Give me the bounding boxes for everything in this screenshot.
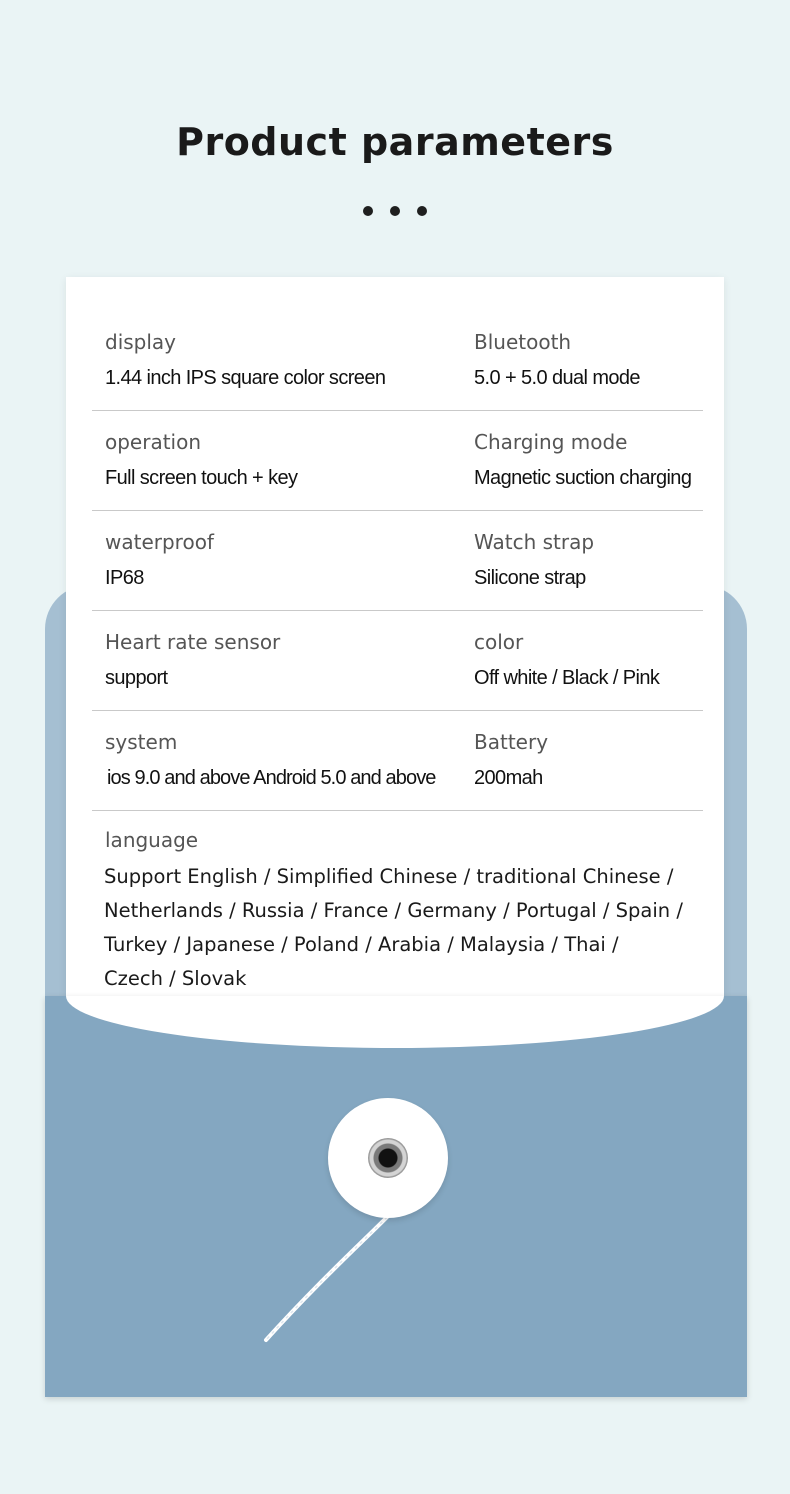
param-label: color xyxy=(474,630,524,654)
param-label: Charging mode xyxy=(474,430,628,454)
param-label: Battery xyxy=(474,730,549,754)
param-value: 5.0 + 5.0 dual mode xyxy=(474,367,640,389)
param-label: Bluetooth xyxy=(474,330,572,354)
param-label: Heart rate sensor xyxy=(105,630,281,654)
param-value: support xyxy=(105,667,168,689)
param-label: system xyxy=(105,730,178,754)
param-value: Off white / Black / Pink xyxy=(474,667,660,689)
language-line: Support English / Simplified Chinese / traditional Chinese / xyxy=(104,865,674,888)
param-label: operation xyxy=(105,430,202,454)
param-value: 200mah xyxy=(474,767,543,789)
grommet-icon xyxy=(368,1138,408,1178)
param-label: Watch strap xyxy=(474,530,595,554)
param-value: Silicone strap xyxy=(474,567,586,589)
param-value: Magnetic suction charging xyxy=(474,467,692,489)
language-line: Turkey / Japanese / Poland / Arabia / Malaysia / Thai / xyxy=(104,933,619,956)
language-line: Netherlands / Russia / France / Germany / Portugal / Spain / xyxy=(104,899,683,922)
language-line: Czech / Slovak xyxy=(104,967,247,990)
page-title: Product parameters xyxy=(176,120,614,164)
param-label: waterproof xyxy=(105,530,214,554)
param-label: display xyxy=(105,330,177,354)
language-label: language xyxy=(105,828,199,852)
param-value: Full screen touch + key xyxy=(105,467,298,489)
param-value: ios 9.0 and above Android 5.0 and above xyxy=(107,767,436,789)
param-value: IP68 xyxy=(105,567,144,589)
param-value: 1.44 inch IPS square color screen xyxy=(105,367,386,389)
